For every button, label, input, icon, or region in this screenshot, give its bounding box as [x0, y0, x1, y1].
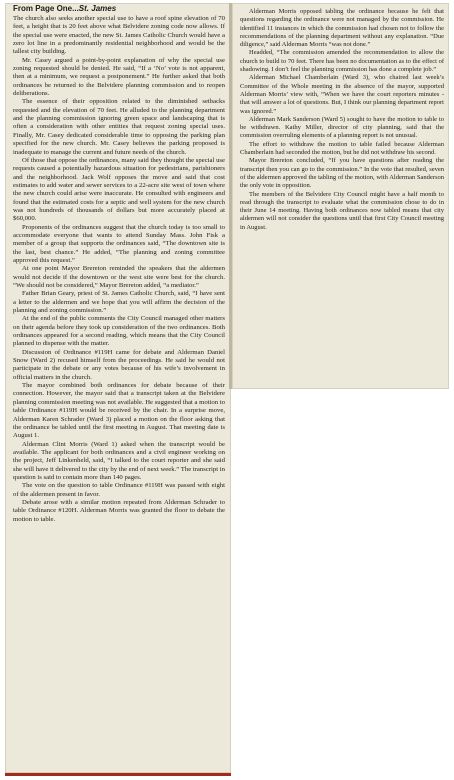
paragraph: Alderman Morris opposed tabling the ordinance because he felt that questions regarding the ordinance were not managed by the commission. He identified 11 instances in which the commission had chosen not to follow the recommendations of the planning department without any explanation. “Due diligence,” said Alderman Morris “was not done.”	[240, 8, 444, 49]
paragraph: Debate arose with a similar motion repeated from Alderman Schrader to table Ordinance #120H. Alderman Morris was granted the floor to debate the motion to table.	[13, 498, 225, 523]
headline-title: St. James	[78, 4, 117, 13]
headline-prefix: From Page One...	[13, 4, 79, 13]
paragraph: At the end of the public comments the City Council managed other matters on their agenda before they took up consideration of the two ordinances. Both ordinances appeared for a second reading, which means that the City Council planned to dispense with the matter.	[13, 315, 225, 348]
paragraph: Proponents of the ordinances suggest that the church today is too small to accommodate everyone that wants to attend Sunday Mass. John Fisk a member of a group that supports the ordinances said, “The downtown site is the last, best chance.” He added, “The planning and zoning committee approved this request.”	[13, 223, 225, 264]
paragraph: The church also seeks another special use to have a roof spine elevation of 70 feet, a height that is 20 feet above what Belvidere zoning code now allows. If the special use were enacted, the new St. James Catholic Church would have a zero lot line in a predominantly residential neighborhood and would be the tallest city building.	[13, 15, 225, 56]
headline	[13, 4, 225, 14]
paragraph: Headded, “The commission amended the recommendation to allow the church to build to 70 feet. There has been no documentation as to the effect of shadowing. I don’t feel the planning commission has done a complete job.”	[240, 49, 444, 74]
paragraph: The mayor combined both ordinances for debate because of their connection. However, the mayor said that a transcript taken at the Belvidere planning commission meeting was not available. He suggested that a motion to table Ordinance #119H would be received by the chair. In a surprise move, Alderman Karen Schrader (Ward 3) placed a motion on the floor asking that the ordinance be tabled until the first meeting in August. That meeting date is August 1.	[13, 382, 225, 440]
article-right-column	[232, 3, 449, 389]
clipping-bottom-edge	[5, 773, 231, 776]
paragraph: Father Brian Geary, priest of St. James Catholic Church, said, “I have sent a letter to the aldermen and we hope that you will affirm the decision of the planning and zoning commission.”	[13, 290, 225, 315]
paragraph: Alderman Mark Sanderson (Ward 5) sought to have the motion to table to be withdrawn. Kathy Miller, director of city planning, said that the commission overruling elements of a planning report is not unusual.	[240, 115, 444, 140]
paragraph: Alderman Clint Morris (Ward 1) asked when the transcript would be available. The applicant for both ordinances and a civil engineer working on the project, Jeff Linkenheld, said, “I talked to the court reporter and she said she will have it delivered to the city by the end of next week.” The transcript in question is said to contain more than 140 pages.	[13, 440, 225, 481]
paragraph: Discussion of Ordinance #119H came for debate and Alderman Daniel Snow (Ward 2) recused himself from the proceedings. He said he would not participate in the debate or any votes because of his wife’s involvement in official matters in the church.	[13, 348, 225, 381]
paragraph: The vote on the question to table Ordinance #119H was passed with eight of the aldermen present in favor.	[13, 482, 225, 498]
paragraph: The essence of their opposition related to the diminished setbacks requested and the elevation of 70 feet. He alluded to the planning department and the planning commission ignoring green space and landscaping that is often a consideration with other entities that request zoning special uses. Finally, Mr. Casey dedicated considerable time to opposing the parking plan specified for the new church. Mr. Casey believes the parking proposed is inadequate to manage the current and future needs of the church.	[13, 98, 225, 156]
paragraph: Of those that oppose the ordinances, many said they thought the special use requests caused a potentially hazardous situation for pedestrians, parishioners and the neighborhood. Jack Wolf opposes the move and said that cost estimates to add water and sewer services to a 22-acre site west of town where the new church could arise were inaccurate. He consulted with engineers and found that the estimated costs for a septic and well system for the new church was not hundreds of thousands of dollars but more accurately placed at $60,000.	[13, 156, 225, 223]
paragraph: The members of the Belvidere City Council might have a half month to read through the transcript to evaluate what the commission chose to do in their June 14 meeting. Having both ordinances now tabled means that city aldermen will not consider the questions until that first City Council meeting in August.	[240, 190, 444, 231]
paragraph: Mr. Casey argued a point-by-point explanation of why the special use zoning requested should be denied. He said, “If a ‘No’ vote is not apparent, then at a minimum, we request a postponement.” He further asked that both ordinances be returned to the Belvidere planning commission and to reopen deliberations.	[13, 56, 225, 98]
paragraph: Mayor Brereton concluded, “If you have questions after reading the transcript then you can go to the commission.” In the vote that resulted, seven of the aldermen approved the tabling of the motion, with Alderman Sanderson the only vote in opposition.	[240, 157, 444, 190]
paragraph: Alderman Michael Chamberlain (Ward 3), who chaired last week’s Committee of the Whole meeting in the absence of the mayor, supported Alderman Morris’ view with, “When we have the court reporters minutes - that will answer a lot of questions. But, I think our planning department report was ignored.”	[240, 74, 444, 115]
article-left-column	[5, 3, 231, 773]
paragraph: At one point Mayor Brereton reminded the speakers that the aldermen would not decide if the downtown or the west site were best for the church. “We should not be considered,” Mayor Brereton added, “a mediator.”	[13, 265, 225, 289]
paragraph: The effort to withdraw the motion to table failed because Alderman Chamberlain had seconded the motion, but he did not withdraw his second.	[240, 140, 444, 157]
